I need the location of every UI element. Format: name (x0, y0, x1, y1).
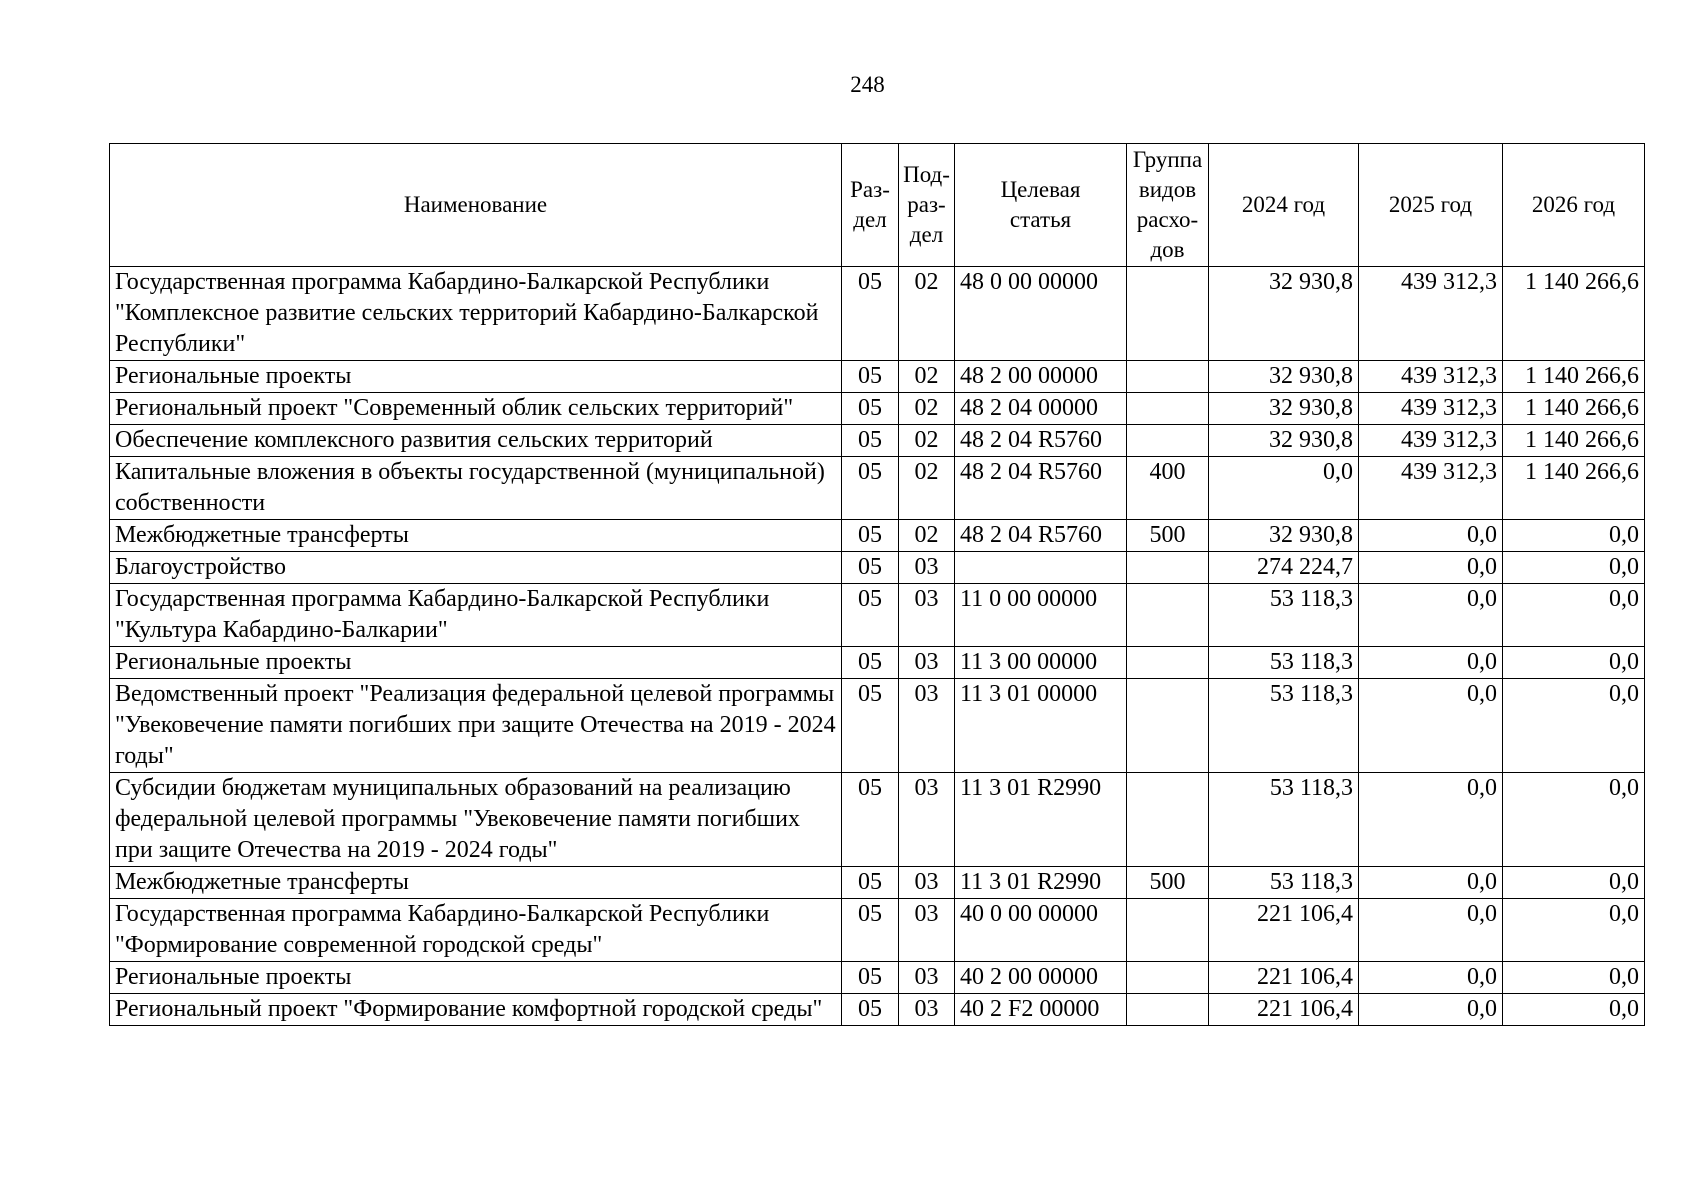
header-group-line-3: расхо- (1136, 207, 1199, 232)
row-podrazdel: 03 (899, 867, 955, 899)
table-row (110, 520, 1645, 552)
row-razdel: 05 (842, 457, 899, 520)
row-name: Региональный проект "Формирование комфортной городской среды" (110, 994, 842, 1026)
header-group-line-2: видов (1138, 177, 1197, 202)
row-2024: 32 930,8 (1209, 425, 1359, 457)
header-group-line-4: дов (1150, 237, 1185, 262)
row-2026: 1 140 266,6 (1503, 267, 1645, 361)
row-2025: 0,0 (1359, 962, 1503, 994)
row-group: 500 (1127, 867, 1209, 899)
row-2025: 0,0 (1359, 552, 1503, 584)
row-podrazdel: 02 (899, 425, 955, 457)
header-podrazdel-line-1: Под- (903, 162, 950, 187)
table-row (110, 552, 1645, 584)
row-group: 500 (1127, 520, 1209, 552)
header-podrazdel-line-3: дел (909, 222, 944, 247)
table-row (110, 457, 1645, 520)
table-row (110, 867, 1645, 899)
row-name: Межбюджетные трансферты (110, 867, 842, 899)
header-target (955, 144, 1127, 267)
header-target-line-2: статья (1009, 207, 1072, 232)
row-target: 11 3 01 R2990 (955, 867, 1127, 899)
row-2024: 221 106,4 (1209, 994, 1359, 1026)
row-razdel: 05 (842, 425, 899, 457)
row-2024: 32 930,8 (1209, 520, 1359, 552)
row-target: 48 2 04 00000 (955, 393, 1127, 425)
row-2026: 0,0 (1503, 773, 1645, 867)
row-2024: 53 118,3 (1209, 584, 1359, 647)
row-name: Региональные проекты (110, 962, 842, 994)
row-2025: 0,0 (1359, 867, 1503, 899)
row-target: 48 0 00 00000 (955, 267, 1127, 361)
row-group (1127, 425, 1209, 457)
row-razdel: 05 (842, 773, 899, 867)
row-2025: 439 312,3 (1359, 393, 1503, 425)
row-razdel: 05 (842, 267, 899, 361)
row-podrazdel: 03 (899, 552, 955, 584)
row-podrazdel: 03 (899, 647, 955, 679)
row-2025: 439 312,3 (1359, 425, 1503, 457)
row-2026: 0,0 (1503, 552, 1645, 584)
row-razdel: 05 (842, 584, 899, 647)
table-row (110, 679, 1645, 773)
row-2024: 221 106,4 (1209, 962, 1359, 994)
page-number: 248 (850, 72, 885, 97)
row-name: Региональные проекты (110, 361, 842, 393)
row-target: 48 2 00 00000 (955, 361, 1127, 393)
row-2026: 0,0 (1503, 994, 1645, 1026)
row-group (1127, 679, 1209, 773)
row-target: 48 2 04 R5760 (955, 520, 1127, 552)
row-group (1127, 267, 1209, 361)
row-target: 11 0 00 00000 (955, 584, 1127, 647)
row-group (1127, 552, 1209, 584)
row-2026: 1 140 266,6 (1503, 393, 1645, 425)
header-podrazdel (899, 144, 955, 267)
row-target: 40 0 00 00000 (955, 899, 1127, 962)
header-podrazdel-line-2: раз- (907, 192, 946, 217)
row-name: Государственная программа Кабардино-Балкарской Республики "Формирование современной городской среды" (110, 899, 842, 962)
row-name: Субсидии бюджетам муниципальных образований на реализацию федеральной целевой программы "Увековечение памяти погибших при защите Отечества на 2019 - 2024 годы" (110, 773, 842, 867)
row-name: Благоустройство (110, 552, 842, 584)
row-podrazdel: 03 (899, 899, 955, 962)
header-name: Наименование (110, 144, 842, 267)
header-group (1127, 144, 1209, 267)
table-row (110, 584, 1645, 647)
budget-table (109, 143, 1645, 1026)
row-2024: 53 118,3 (1209, 867, 1359, 899)
row-name: Государственная программа Кабардино-Балкарской Республики "Культура Кабардино-Балкарии" (110, 584, 842, 647)
row-group (1127, 962, 1209, 994)
row-group (1127, 773, 1209, 867)
row-2025: 0,0 (1359, 679, 1503, 773)
header-target-line-1: Целевая (1000, 177, 1081, 202)
row-2024: 32 930,8 (1209, 393, 1359, 425)
row-2025: 0,0 (1359, 994, 1503, 1026)
row-2024: 274 224,7 (1209, 552, 1359, 584)
row-razdel: 05 (842, 393, 899, 425)
row-target: 48 2 04 R5760 (955, 457, 1127, 520)
row-group (1127, 994, 1209, 1026)
header-razdel-line-2: дел (853, 207, 887, 232)
row-podrazdel: 03 (899, 962, 955, 994)
table-row (110, 267, 1645, 361)
header-2026: 2026 год (1503, 144, 1645, 267)
row-name: Ведомственный проект "Реализация федеральной целевой программы "Увековечение памяти погибших при защите Отечества на 2019 - 2024 годы" (110, 679, 842, 773)
table-row (110, 425, 1645, 457)
row-razdel: 05 (842, 552, 899, 584)
row-2026: 0,0 (1503, 520, 1645, 552)
row-2025: 0,0 (1359, 584, 1503, 647)
row-2024: 0,0 (1209, 457, 1359, 520)
table-header-row (110, 144, 1645, 267)
row-2024: 32 930,8 (1209, 267, 1359, 361)
row-2024: 32 930,8 (1209, 361, 1359, 393)
row-2025: 439 312,3 (1359, 361, 1503, 393)
table-row (110, 647, 1645, 679)
row-2026: 0,0 (1503, 962, 1645, 994)
row-target: 40 2 00 00000 (955, 962, 1127, 994)
row-2026: 1 140 266,6 (1503, 457, 1645, 520)
row-group (1127, 584, 1209, 647)
row-razdel: 05 (842, 679, 899, 773)
row-group (1127, 899, 1209, 962)
row-razdel: 05 (842, 867, 899, 899)
row-razdel: 05 (842, 994, 899, 1026)
row-2025: 0,0 (1359, 899, 1503, 962)
row-target: 48 2 04 R5760 (955, 425, 1127, 457)
table-row (110, 899, 1645, 962)
row-razdel: 05 (842, 361, 899, 393)
row-razdel: 05 (842, 962, 899, 994)
table-row (110, 393, 1645, 425)
row-podrazdel: 02 (899, 267, 955, 361)
row-podrazdel: 02 (899, 520, 955, 552)
row-2026: 0,0 (1503, 647, 1645, 679)
row-name: Региональный проект "Современный облик сельских территорий" (110, 393, 842, 425)
row-2026: 0,0 (1503, 867, 1645, 899)
table-row (110, 962, 1645, 994)
row-podrazdel: 03 (899, 994, 955, 1026)
row-2025: 439 312,3 (1359, 267, 1503, 361)
row-podrazdel: 03 (899, 773, 955, 867)
row-2025: 0,0 (1359, 520, 1503, 552)
row-razdel: 05 (842, 899, 899, 962)
row-name: Государственная программа Кабардино-Балкарской Республики "Комплексное развитие сельских территорий Кабардино-Балкарской Республики" (110, 267, 842, 361)
row-razdel: 05 (842, 647, 899, 679)
row-podrazdel: 02 (899, 393, 955, 425)
row-2025: 0,0 (1359, 647, 1503, 679)
row-group (1127, 647, 1209, 679)
row-name: Межбюджетные трансферты (110, 520, 842, 552)
table-row (110, 994, 1645, 1026)
row-podrazdel: 02 (899, 361, 955, 393)
row-2024: 53 118,3 (1209, 647, 1359, 679)
row-target: 11 3 01 00000 (955, 679, 1127, 773)
row-2026: 1 140 266,6 (1503, 425, 1645, 457)
row-2025: 0,0 (1359, 773, 1503, 867)
row-name: Региональные проекты (110, 647, 842, 679)
table-row (110, 773, 1645, 867)
header-razdel (842, 144, 899, 267)
row-razdel: 05 (842, 520, 899, 552)
header-2025: 2025 год (1359, 144, 1503, 267)
table-row (110, 361, 1645, 393)
row-target: 11 3 00 00000 (955, 647, 1127, 679)
row-2026: 0,0 (1503, 584, 1645, 647)
row-2026: 0,0 (1503, 679, 1645, 773)
header-razdel-line-1: Раз- (850, 177, 890, 202)
row-2026: 1 140 266,6 (1503, 361, 1645, 393)
header-group-line-1: Группа (1132, 147, 1203, 172)
row-podrazdel: 02 (899, 457, 955, 520)
row-2026: 0,0 (1503, 899, 1645, 962)
row-target (955, 552, 1127, 584)
row-group (1127, 393, 1209, 425)
row-target: 40 2 F2 00000 (955, 994, 1127, 1026)
row-target: 11 3 01 R2990 (955, 773, 1127, 867)
row-name: Капитальные вложения в объекты государственной (муниципальной) собственности (110, 457, 842, 520)
row-group (1127, 361, 1209, 393)
row-name: Обеспечение комплексного развития сельских территорий (110, 425, 842, 457)
row-group: 400 (1127, 457, 1209, 520)
row-2024: 53 118,3 (1209, 773, 1359, 867)
row-podrazdel: 03 (899, 584, 955, 647)
row-2024: 221 106,4 (1209, 899, 1359, 962)
row-2024: 53 118,3 (1209, 679, 1359, 773)
row-podrazdel: 03 (899, 679, 955, 773)
row-2025: 439 312,3 (1359, 457, 1503, 520)
header-2024: 2024 год (1209, 144, 1359, 267)
